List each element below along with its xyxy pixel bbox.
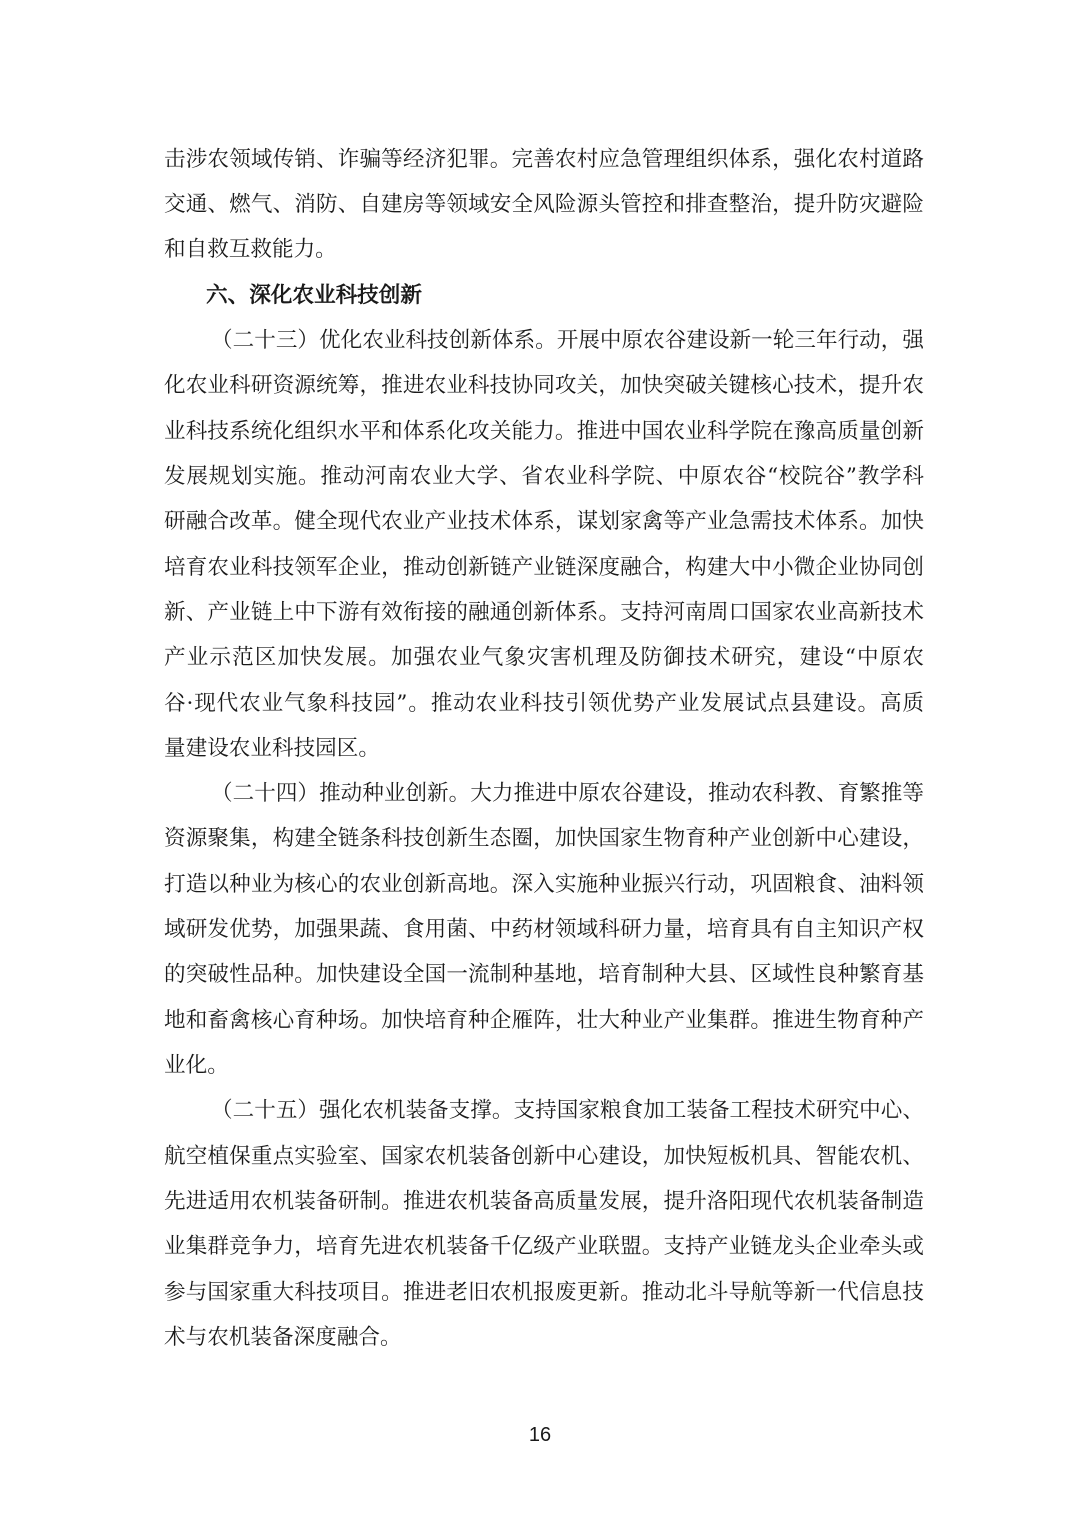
- paragraph-line: 参与国家重大科技项目。推进老旧农机报废更新。推动北斗导航等新一代信息技: [164, 1280, 924, 1305]
- paragraph-line: 谷·现代农业气象科技园”。推动农业科技引领优势产业发展试点县建设。高质: [164, 691, 924, 716]
- paragraph-line: 域研发优势，加强果蔬、食用菌、中药材领域科研力量，培育具有自主知识产权: [164, 917, 924, 942]
- intro-line: 交通、燃气、消防、自建房等领域安全风险源头管控和排查整治，提升防灾避险: [164, 192, 924, 217]
- paragraph-line: 研融合改革。健全现代农业产业技术体系，谋划家禽等产业急需技术体系。加快: [164, 509, 924, 534]
- paragraph-line: 化农业科研资源统筹，推进农业科技协同攻关，加快突破关键核心技术，提升农: [164, 373, 924, 398]
- paragraph-line: 航空植保重点实验室、国家农机装备创新中心建设，加快短板机具、智能农机、: [164, 1144, 924, 1169]
- paragraph-line: 先进适用农机装备研制。推进农机装备高质量发展，提升洛阳现代农机装备制造: [164, 1189, 924, 1214]
- page-number: 16: [528, 1424, 552, 1446]
- paragraph-line: （二十五）强化农机装备支撑。支持国家粮食加工装备工程技术研究中心、: [211, 1098, 924, 1123]
- paragraph-line: 发展规划实施。推动河南农业大学、省农业科学院、中原农谷“校院谷”教学科: [164, 464, 924, 489]
- paragraph-line: （二十三）优化农业科技创新体系。开展中原农谷建设新一轮三年行动，强: [211, 328, 924, 353]
- paragraph-line: 量建设农业科技园区。: [164, 736, 380, 761]
- paragraph-line: 术与农机装备深度融合。: [164, 1325, 402, 1350]
- intro-line: 击涉农领域传销、诈骗等经济犯罪。完善农村应急管理组织体系，强化农村道路: [164, 147, 924, 172]
- paragraph-line: 地和畜禽核心育种场。加快培育种企雁阵，壮大种业产业集群。推进生物育种产: [164, 1008, 924, 1033]
- paragraph-line: 业科技系统化组织水平和体系化攻关能力。推进中国农业科学院在豫高质量创新: [164, 419, 924, 444]
- paragraph-line: （二十四）推动种业创新。大力推进中原农谷建设，推动农科教、育繁推等: [211, 781, 924, 806]
- paragraph-line: 新、产业链上中下游有效衔接的融通创新体系。支持河南周口国家农业高新技术: [164, 600, 924, 625]
- paragraph-line: 业集群竞争力，培育先进农机装备千亿级产业联盟。支持产业链龙头企业牵头或: [164, 1234, 924, 1259]
- paragraph-line: 业化。: [164, 1053, 229, 1078]
- section-heading: 六、深化农业科技创新: [206, 283, 422, 308]
- paragraph-line: 培育农业科技领军企业，推动创新链产业链深度融合，构建大中小微企业协同创: [164, 555, 924, 580]
- paragraph-line: 打造以种业为核心的农业创新高地。深入实施种业振兴行动，巩固粮食、油料领: [164, 872, 924, 897]
- intro-line: 和自救互救能力。: [164, 237, 337, 262]
- paragraph-line: 的突破性品种。加快建设全国一流制种基地，培育制种大县、区域性良种繁育基: [164, 962, 924, 987]
- paragraph-line: 资源聚集，构建全链条科技创新生态圈，加快国家生物育种产业创新中心建设，: [164, 826, 924, 851]
- paragraph-line: 产业示范区加快发展。加强农业气象灾害机理及防御技术研究，建设“中原农: [164, 645, 924, 670]
